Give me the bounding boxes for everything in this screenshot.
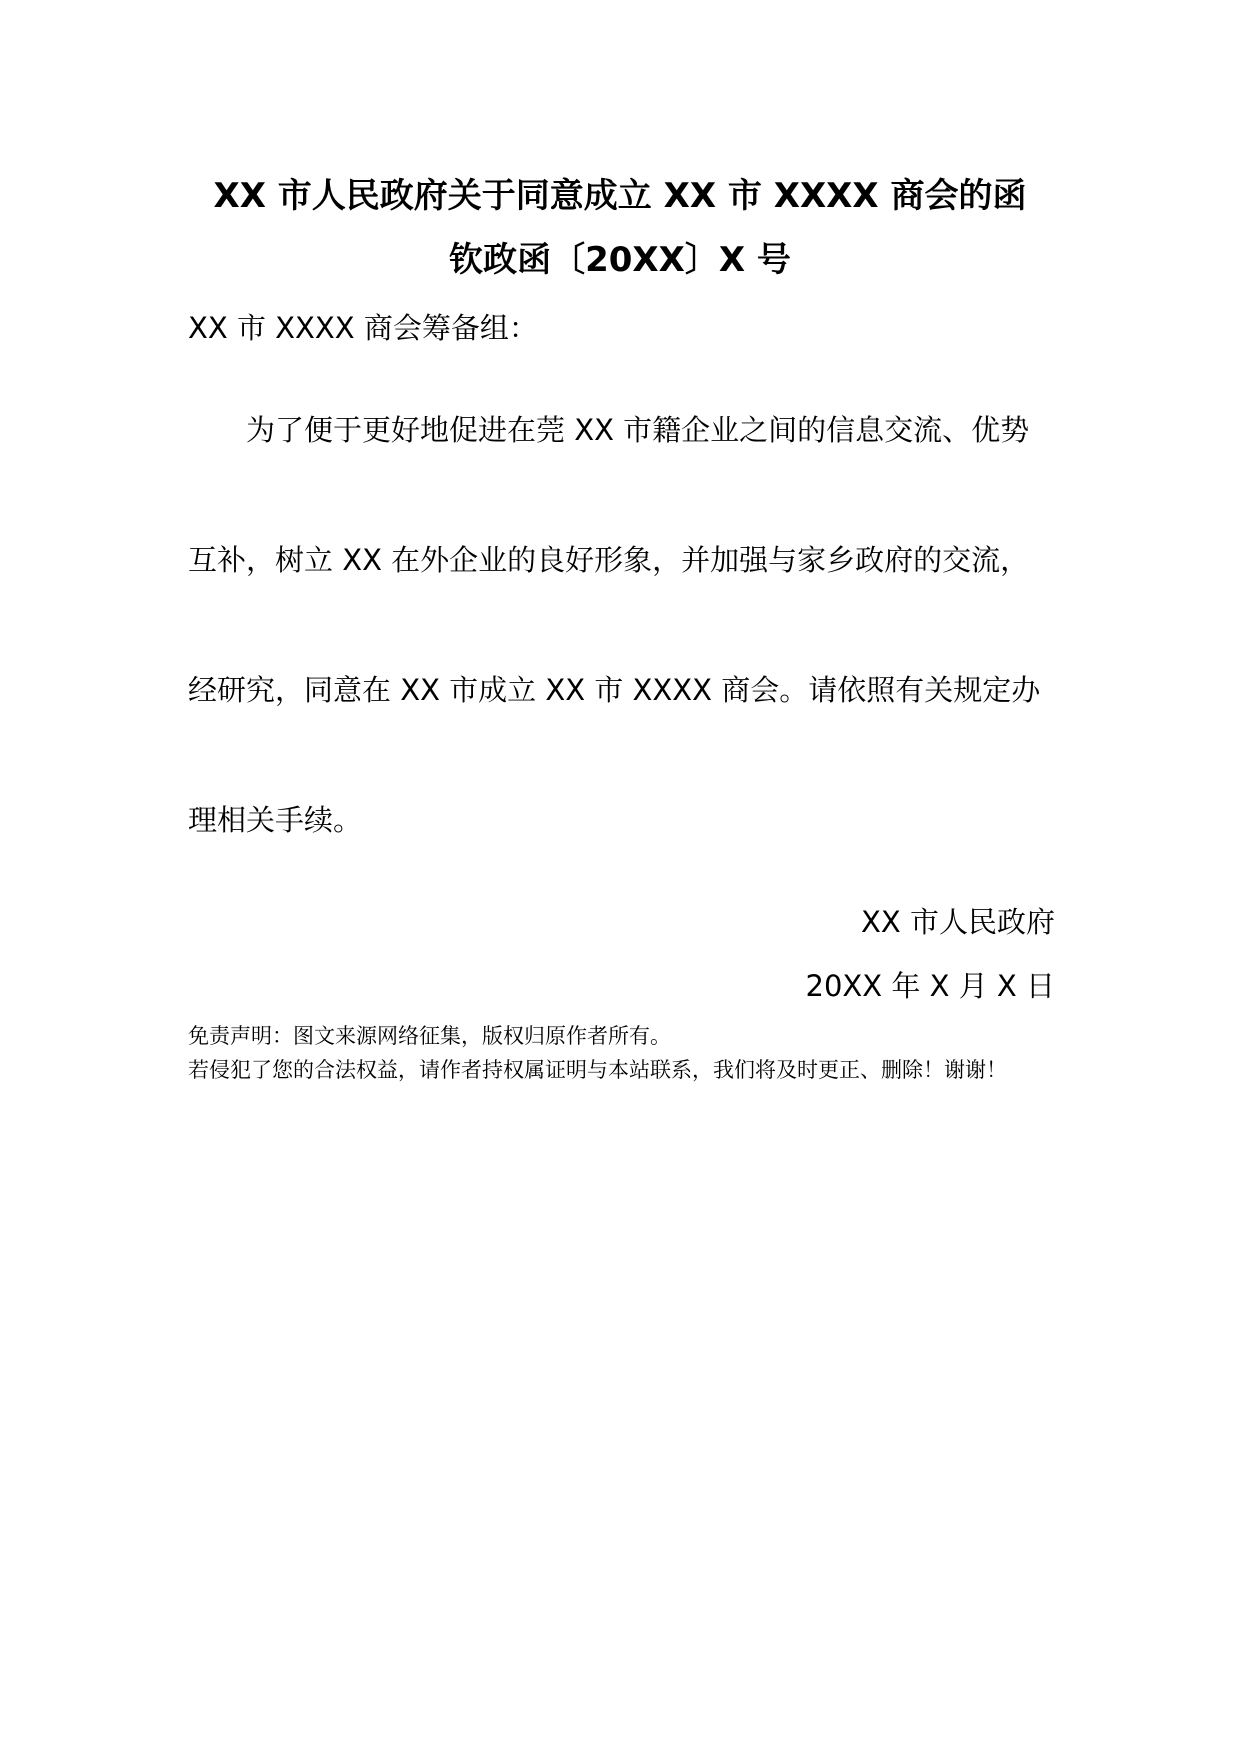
body-line: 理相关手续。 (188, 803, 363, 837)
salutation: XX 市 XXXX 商会筹备组： (188, 311, 538, 345)
body-line: 互补，树立 XX 在外企业的良好形象，并加强与家乡政府的交流， (188, 543, 1030, 577)
body-line: 为了便于更好地促进在莞 XX 市籍企业之间的信息交流、优势 (246, 413, 1030, 447)
disclaimer-line: 免责声明：图文来源网络征集，版权归原作者所有。 (188, 1024, 671, 1048)
disclaimer-line: 若侵犯了您的合法权益，请作者持权属证明与本站联系，我们将及时更正、删除！谢谢！ (188, 1058, 1007, 1082)
document-title: XX 市人民政府关于同意成立 XX 市 XXXX 商会的函 (213, 176, 1027, 216)
signature-date: 20XX 年 X 月 X 日 (805, 969, 1055, 1003)
document-number: 钦政函〔20XX〕X 号 (449, 240, 791, 280)
body-line: 经研究，同意在 XX 市成立 XX 市 XXXX 商会。请依照有关规定办 (188, 673, 1041, 707)
signature-organization: XX 市人民政府 (861, 905, 1055, 939)
